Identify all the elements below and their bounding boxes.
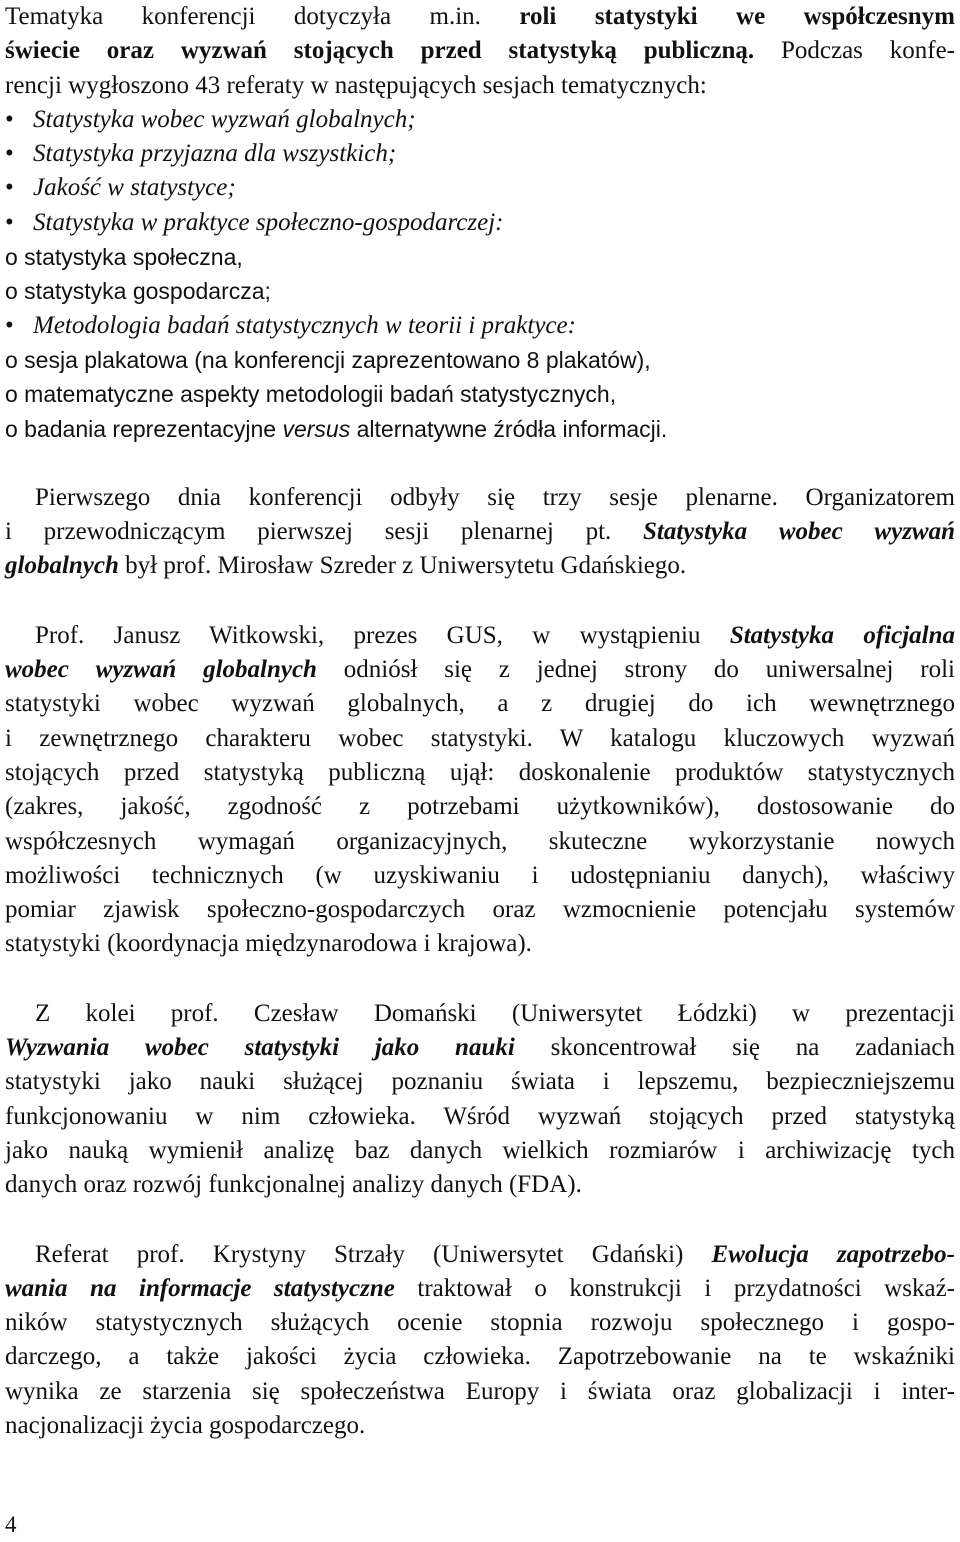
text-line bbox=[5, 549, 955, 583]
text-line: współczesnych wymagań organizacyjnych, skuteczne wykorzystanie nowych bbox=[5, 827, 955, 855]
text-line: wynika ze starzenia się społeczeństwa Europy i świata oraz globalizacji i inter- bbox=[5, 1377, 955, 1405]
text-line: jako nauką wymienił analizę baz danych wielkich rozmiarów i archiwizację tych bbox=[5, 1136, 955, 1164]
text-run: traktował o konstrukcji i przydatności wskaź- bbox=[394, 1274, 955, 1302]
bold-italic-text: wania na informacje statystyczne bbox=[5, 1274, 395, 1302]
text-line: Pierwszego dnia konferencji odbyły się trzy sesje plenarne. Organizatorem bbox=[35, 483, 955, 511]
bold-italic-text: Ewolucja zapotrzebo- bbox=[711, 1240, 955, 1268]
text-run: Referat prof. Krystyny Strzały (Uniwersytet Gdański) bbox=[35, 1240, 712, 1268]
text-line: Z kolei prof. Czesław Domański (Uniwersytet Łódzki) w prezentacji bbox=[35, 999, 955, 1027]
session-item: • Statystyka w praktyce społeczno-gospodarczej: bbox=[5, 206, 955, 240]
text-run: o badania reprezentacyjne bbox=[5, 415, 283, 442]
bold-italic-text: globalnych bbox=[5, 552, 119, 580]
subsession-item: o statystyka społeczna, bbox=[5, 244, 243, 271]
text-line: stojących przed statystyką publiczną ujął: doskonalenie produktów statystycznych bbox=[5, 758, 955, 786]
text-line: funkcjonowaniu w nim człowieka. Wśród wyzwań stojących przed statystyką bbox=[5, 1102, 955, 1130]
text-line bbox=[5, 653, 955, 687]
text-run: alternatywne źródła informacji. bbox=[350, 415, 668, 442]
paragraph-gap bbox=[5, 446, 955, 481]
session-item: • Statystyka przyjazna dla wszystkich; bbox=[5, 137, 955, 171]
subsession-item: o matematyczne aspekty metodologii badań statystycznych, bbox=[5, 381, 617, 408]
text-line: rencji wygłoszono 43 referaty w następujących sesjach tematycznych: bbox=[5, 71, 707, 99]
document-page bbox=[5, 0, 955, 1443]
text-line: (zakres, jakość, zgodność z potrzebami użytkowników), dostosowanie do bbox=[5, 793, 955, 821]
paragraph-gap bbox=[5, 1203, 955, 1238]
italic-text: versus bbox=[282, 415, 351, 442]
intro-paragraph bbox=[5, 0, 955, 103]
text-line: statystyki wobec wyzwań globalnych, a z drugiej do ich wewnętrznego bbox=[5, 690, 955, 718]
bold-italic-text: Statystyka oficjalna bbox=[729, 621, 955, 649]
text-line bbox=[5, 619, 955, 653]
bold-italic-text: Statystyka wobec wyzwań bbox=[642, 518, 956, 546]
text-run: i przewodniczącym pierwszej sesji plenarnej pt. bbox=[5, 518, 643, 546]
text-run: Prof. Janusz Witkowski, prezes GUS, w wystąpieniu bbox=[35, 621, 730, 649]
paragraph-gap bbox=[5, 584, 955, 619]
paragraph-strzala bbox=[5, 1238, 955, 1444]
subsession-item bbox=[5, 412, 955, 446]
paragraph-plenary bbox=[5, 481, 955, 584]
text-line bbox=[5, 515, 955, 549]
bold-text: świecie oraz wyzwań stojących przed statystyką publiczną. bbox=[5, 37, 755, 65]
text-run: Podczas konfe- bbox=[754, 37, 955, 65]
session-list bbox=[5, 103, 955, 446]
text-line: ników statystycznych służących ocenie stopnia rozwoju społecznego i gospo- bbox=[5, 1309, 955, 1337]
paragraph-gap bbox=[5, 962, 955, 997]
text-line: darczego, a także jakości życia człowieka. Zapotrzebowanie na te wskaźniki bbox=[5, 1343, 955, 1371]
paragraph-domanski bbox=[5, 997, 955, 1203]
session-item: • Jakość w statystyce; bbox=[5, 171, 955, 205]
session-item: • Metodologia badań statystycznych w teorii i praktyce: bbox=[5, 309, 955, 343]
subsession-item: o sesja plakatowa (na konferencji zaprezentowano 8 plakatów), bbox=[5, 346, 651, 373]
text-line: statystyki (koordynacja międzynarodowa i krajowa). bbox=[5, 930, 532, 958]
text-line: statystyki jako nauki służącej poznaniu świata i lepszemu, bezpieczniejszemu bbox=[5, 1068, 955, 1096]
text-line: nacjonalizacji życia gospodarczego. bbox=[5, 1411, 366, 1439]
text-line: i zewnętrznego charakteru wobec statystyki. W katalogu kluczowych wyzwań bbox=[5, 724, 955, 752]
page-number: 4 bbox=[5, 1512, 17, 1537]
session-item: • Statystyka wobec wyzwań globalnych; bbox=[5, 103, 955, 137]
text-line bbox=[5, 34, 955, 68]
text-run: Tematyka konferencji dotyczyła m.in. bbox=[5, 3, 520, 30]
text-line: danych oraz rozwój funkcjonalnej analizy danych (FDA). bbox=[5, 1171, 582, 1199]
bold-italic-text: wobec wyzwań globalnych bbox=[5, 656, 317, 684]
text-line bbox=[5, 0, 955, 34]
paragraph-witkowski bbox=[5, 619, 955, 962]
text-line: pomiar zjawisk społeczno-gospodarczych oraz wzmocnienie potencjału systemów bbox=[5, 896, 955, 924]
subsession-item: o statystyka gospodarcza; bbox=[5, 278, 271, 305]
text-line bbox=[5, 1031, 955, 1065]
text-line: możliwości technicznych (w uzyskiwaniu i udostępnianiu danych), właściwy bbox=[5, 861, 955, 889]
bold-italic-text: Wyzwania wobec statystyki jako nauki bbox=[5, 1034, 515, 1062]
bold-text: roli statystyki we współczesnym bbox=[519, 3, 955, 30]
text-run: odniósł się z jednej strony do uniwersalnej roli bbox=[316, 656, 955, 684]
text-line bbox=[5, 1272, 955, 1306]
text-line bbox=[5, 1238, 955, 1272]
text-run: skoncentrował się na zadaniach bbox=[514, 1034, 955, 1062]
text-run: był prof. Mirosław Szreder z Uniwersytetu Gdańskiego. bbox=[118, 552, 687, 580]
